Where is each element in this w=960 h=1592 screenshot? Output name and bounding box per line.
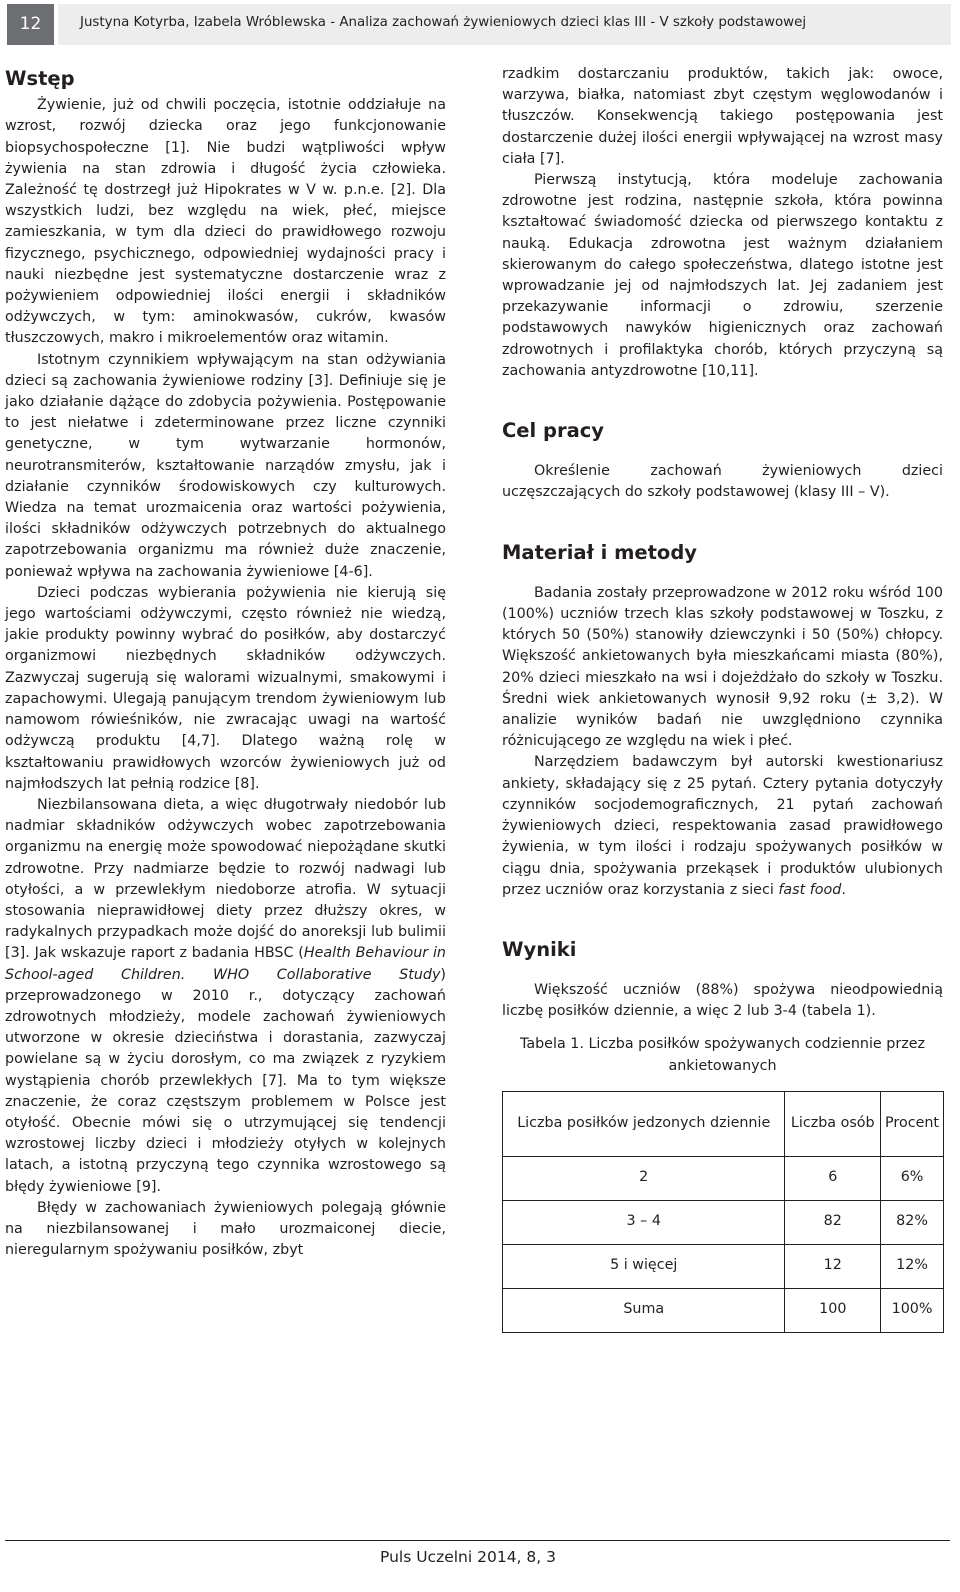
table-cell: 82%	[881, 1200, 944, 1244]
table-cell: 100%	[881, 1288, 944, 1332]
meals-table	[502, 1091, 944, 1333]
table-cell: 2	[503, 1156, 785, 1200]
table-row	[503, 1244, 944, 1288]
table-caption: Tabela 1. Liczba posiłków spożywanych codziennie przez ankietowanych	[519, 1035, 926, 1074]
left-column	[5, 58, 446, 1261]
table-cell: 5 i więcej	[503, 1244, 785, 1288]
paragraph-text: .	[841, 881, 846, 898]
table-header-cell: Procent	[881, 1091, 944, 1156]
table-header-cell: Liczba osób	[785, 1091, 881, 1156]
paragraph: Błędy w zachowaniach żywieniowych polegają głównie na niezbilansowanej i mało urozmaiconej diecie, nieregularnym spożywaniu posiłków, zbyt	[5, 1199, 446, 1259]
table-cell: 6%	[881, 1156, 944, 1200]
paragraph: Określenie zachowań żywieniowych dzieci uczęszczających do szkoły podstawowej (klasy III – V).	[502, 463, 943, 501]
paragraph-text: ) przeprowadzonego w 2010 r., dotyczący zachowań zdrowotnych młodzieży, modele zachowań żywieniowych utworzone w okresie dzieciństwa i dorastania, zazwyczaj powielane są w życiu dorosłym, co ma związek z ryzykiem wystąpienia chorób przewlekłych [7]. Ma to tym większe znaczenie, że coraz częstszym problemem w Polsce jest otyłość. Obecnie mówi się o utrzymującej się tendencji wzrostowej liczby dzieci i młodzieży otyłych w kolejnych latach, a istotną przyczyną tego czynnika wzrostowego są błędy żywieniowe [9].	[5, 966, 446, 1195]
table-row	[503, 1200, 944, 1244]
section-title-cel: Cel pracy	[502, 419, 605, 443]
paragraph	[502, 752, 943, 900]
table-cell: 12	[785, 1244, 881, 1288]
paragraph: Istotnym czynnikiem wpływającym na stan odżywiania dzieci są zachowania żywieniowe rodziny [3]. Definiuje się je jako działanie dążące do zdobycia pożywienia. Postępowanie to jest niełatwe i zdeterminowane przez liczne czynniki genetyczne, w tym wytwarzanie hormonów, neurotransmiterów, kształtowanie narządów zmysłu, jak i działanie czynników środowiskowych czy kulturowych. Wiedza na temat urozmaicenia oraz wartości pożywienia, ilości składników odżywczych potrzebnych do aktualnego zapotrzebowania organizmu ma również duże znaczenie, ponieważ wpływa na zachowania żywieniowe [4-6].	[5, 351, 446, 580]
paragraph: Większość uczniów (88%) spożywa nieodpowiednią liczbę posiłków dziennie, a więc 2 lub 3-4 (tabela 1).	[502, 982, 943, 1020]
page-header	[0, 0, 960, 50]
footer-citation: Puls Uczelni 2014, 8, 3	[380, 1548, 556, 1566]
paragraph: Żywienie, już od chwili poczęcia, istotnie oddziałuje na wzrost, rozwój dziecka oraz jego funkcjonowanie biopsychospołeczne [1]. Nie budzi wątpliwości wpływ żywienia na stan zdrowia i długość życia człowieka. Zależność tę dostrzegł już Hipokrates w V w. p.n.e. [2]. Dla wszystkich ludzi, bez względu na wiek, płeć, miejsce zamieszkania, w tym dla dzieci do prawidłowego rozwoju fizycznego, psychicznego, odpowiedniej wydajności pracy i nauki niezbędne jest systematyczne dostarczenie wraz z pożywieniem odpowiedniej ilości energii i składników odżywczych, w tym: aminokwasów, cukrów, kwasów tłuszczowych, makro i mikroelementów oraz witamin.	[5, 97, 446, 347]
page-number: 12	[7, 4, 54, 45]
table-header-row	[503, 1091, 944, 1156]
section-title-wstep: Wstęp	[5, 67, 75, 90]
table-cell: 100	[785, 1288, 881, 1332]
paragraph: Pierwszą instytucją, która modeluje zachowania zdrowotne jest rodzina, następnie szkoła, która powinna kształtować świadomość dziecka od pierwszego kontaktu z nauką. Edukacja zdrowotna jest ważnym działaniem skierowanym do całego społeczeństwa, dlatego istotne jest wprowadzanie jej od najmłodszych lat. Jej zadaniem jest przekazywanie informacji o zdrowiu, szerzenie podstawowych nawyków higienicznych oraz zachowań zdrowotnych i profilaktyka chorób, których przyczyną są zachowania antyzdrowotne [10,11].	[502, 172, 943, 379]
italic-fast-food: fast food	[778, 881, 842, 898]
table-cell: Suma	[503, 1288, 785, 1332]
table-cell: 3 – 4	[503, 1200, 785, 1244]
paragraph	[5, 795, 446, 1198]
section-title-wyniki: Wyniki	[502, 937, 577, 961]
paragraph-text: Niezbilansowana dieta, a więc długotrwały niedobór lub nadmiar składników odżywczych wobec zapotrzebowania organizmu na energię może spowodować niepożądane skutki zdrowotne. Przy nadmiarze będzie to rozwój nadwagi lub otyłości, a w przewlekłym niedoborze atrofia. W sytuacji stosowania nieprawidłowej diety przez dłuższy okres, w radykalnych przypadkach może dojść do anoreksji lub bulimii [3]. Jak wskazuje raport z badania HBSC (	[5, 796, 446, 962]
paragraph-continuation: rzadkim dostarczaniu produktów, takich jak: owoce, warzywa, białka, natomiast zbyt częstym węglowodanów i tłuszczów. Konsekwencją takiego postępowania jest dostarczenie dużej ilości energii wpływającej na wzrost masy ciała [7].	[502, 66, 943, 167]
table-row	[503, 1288, 944, 1332]
right-column	[502, 64, 943, 1333]
table-cell: 82	[785, 1200, 881, 1244]
table-header-cell: Liczba posiłków jedzonych dziennie	[503, 1091, 785, 1156]
table-cell: 6	[785, 1156, 881, 1200]
table-row	[503, 1156, 944, 1200]
paragraph: Badania zostały przeprowadzone w 2012 roku wśród 100 (100%) uczniów trzech klas szkoły podstawowej w Toszku, z których 50 (50%) stanowiły dziewczynki i 50 (50%) chłopcy. Większość ankietowanych była mieszkańcami miasta (80%), 20% dzieci mieszkało na wsi i dojeżdżało do szkoły w Toszku. Średni wiek ankietowanych wynosił 9,92 roku (± 3,2). W analizie wyników badań nie uwzględniono czynnika różnicującego ze względu na wiek i płeć.	[502, 584, 943, 750]
paragraph: Dzieci podczas wybierania pożywienia nie kierują się jego wartościami odżywczymi, często również nie wiedzą, jakie produkty powinny wybrać do posiłków, aby dostarczyć organizmowi niezbędnych składników odżywczych. Zazwyczaj sugerują się walorami wizualnymi, smakowymi i zapachowymi. Ulegają panującym trendom żywieniowym lub namowom rówieśników, nie zwracając uwagi na wartość odżywczą produktu [4,7]. Dlatego ważną rolę w kształtowaniu prawidłowych wzorców żywieniowych już od najmłodszych lat pełnią rodzice [8].	[5, 584, 446, 792]
italic-study-name: Health Behaviour in School-aged Children. WHO Collaborative Study	[5, 945, 446, 983]
footer-divider	[5, 1540, 950, 1541]
paragraph-text: Narzędziem badawczym był autorski kwestionariusz ankiety, składający się z 25 pytań. Cztery pytania dotyczyły czynników socjodemograficznych, 21 pytań zachowań żywieniowych dzieci, respektowania zasad prawidłowego żywienia, w tym ilości i rodzaju spożywanych posiłków w ciągu dnia, spożywania przekąsek i produktów ulubionych przez uczniów oraz korzystania z sieci	[502, 754, 943, 898]
section-title-metody: Materiał i metody	[502, 540, 697, 564]
table-cell: 12%	[881, 1244, 944, 1288]
running-title: Justyna Kotyrba, Izabela Wróblewska - Analiza zachowań żywieniowych dzieci klas III - V szkoły podstawowej	[80, 15, 807, 30]
